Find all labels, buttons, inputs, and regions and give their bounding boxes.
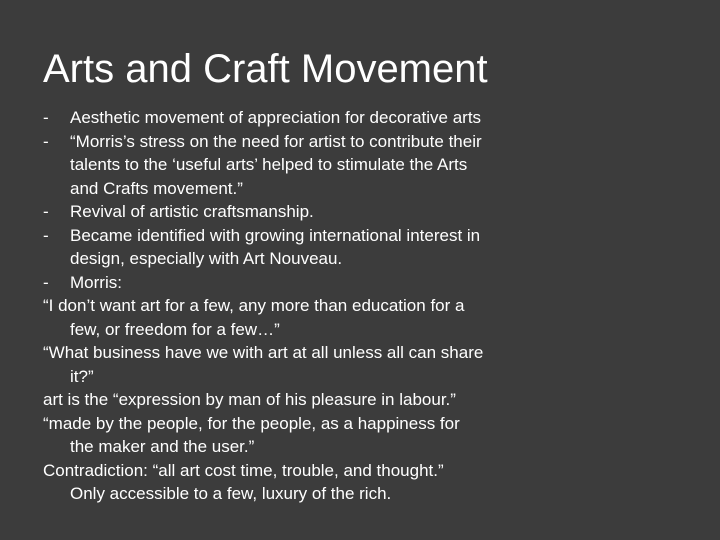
bullet-item (43, 106, 703, 130)
slide-body (43, 106, 703, 506)
bullet-text: Became identified with growing international interest in (70, 225, 481, 245)
dash-marker: - (43, 202, 49, 221)
quote-paragraph (43, 294, 703, 341)
bullet-text: Revival of artistic craftsmanship. (70, 202, 314, 221)
bullet-text: Aesthetic movement of appreciation for decorative arts (70, 108, 482, 127)
bullet-text: and Crafts movement.” (70, 178, 243, 198)
quote-text: “I don’t want art for a few, any more than education for a (43, 296, 465, 315)
bullet-text: Morris: (70, 272, 122, 292)
quote-text: “made by the people, for the people, as a happiness for (43, 413, 460, 433)
dash-marker: - (43, 131, 49, 151)
dash-marker: - (43, 225, 49, 245)
bullet-item (43, 271, 703, 295)
bullet-text: talents to the ‘useful arts’ helped to stimulate the Arts (70, 155, 468, 174)
dash-marker: - (43, 272, 49, 292)
dash-marker: - (43, 108, 49, 127)
quote-paragraph (43, 341, 703, 388)
slide-title: Arts and Craft Movement (43, 47, 488, 91)
quote-paragraph (43, 388, 703, 412)
bullet-item (43, 224, 703, 271)
quote-paragraph (43, 412, 703, 459)
quote-text: art is the “expression by man of his pleasure in labour.” (43, 390, 456, 409)
bullet-text: “Morris’s stress on the need for artist to contribute their (70, 131, 482, 151)
quote-text: few, or freedom for a few…” (70, 319, 280, 339)
contradiction-text: Contradiction: “all art cost time, trouble, and thought.” (43, 460, 444, 480)
quote-text: it?” (70, 366, 94, 386)
bullet-text: design, especially with Art Nouveau. (70, 249, 343, 268)
bullet-item (43, 130, 703, 201)
contradiction-text: Only accessible to a few, luxury of the rich. (70, 484, 392, 503)
quote-text: the maker and the user.” (70, 437, 255, 456)
bullet-item (43, 200, 703, 224)
contradiction-paragraph (43, 459, 703, 506)
quote-text: “What business have we with art at all unless all can share (43, 343, 484, 362)
